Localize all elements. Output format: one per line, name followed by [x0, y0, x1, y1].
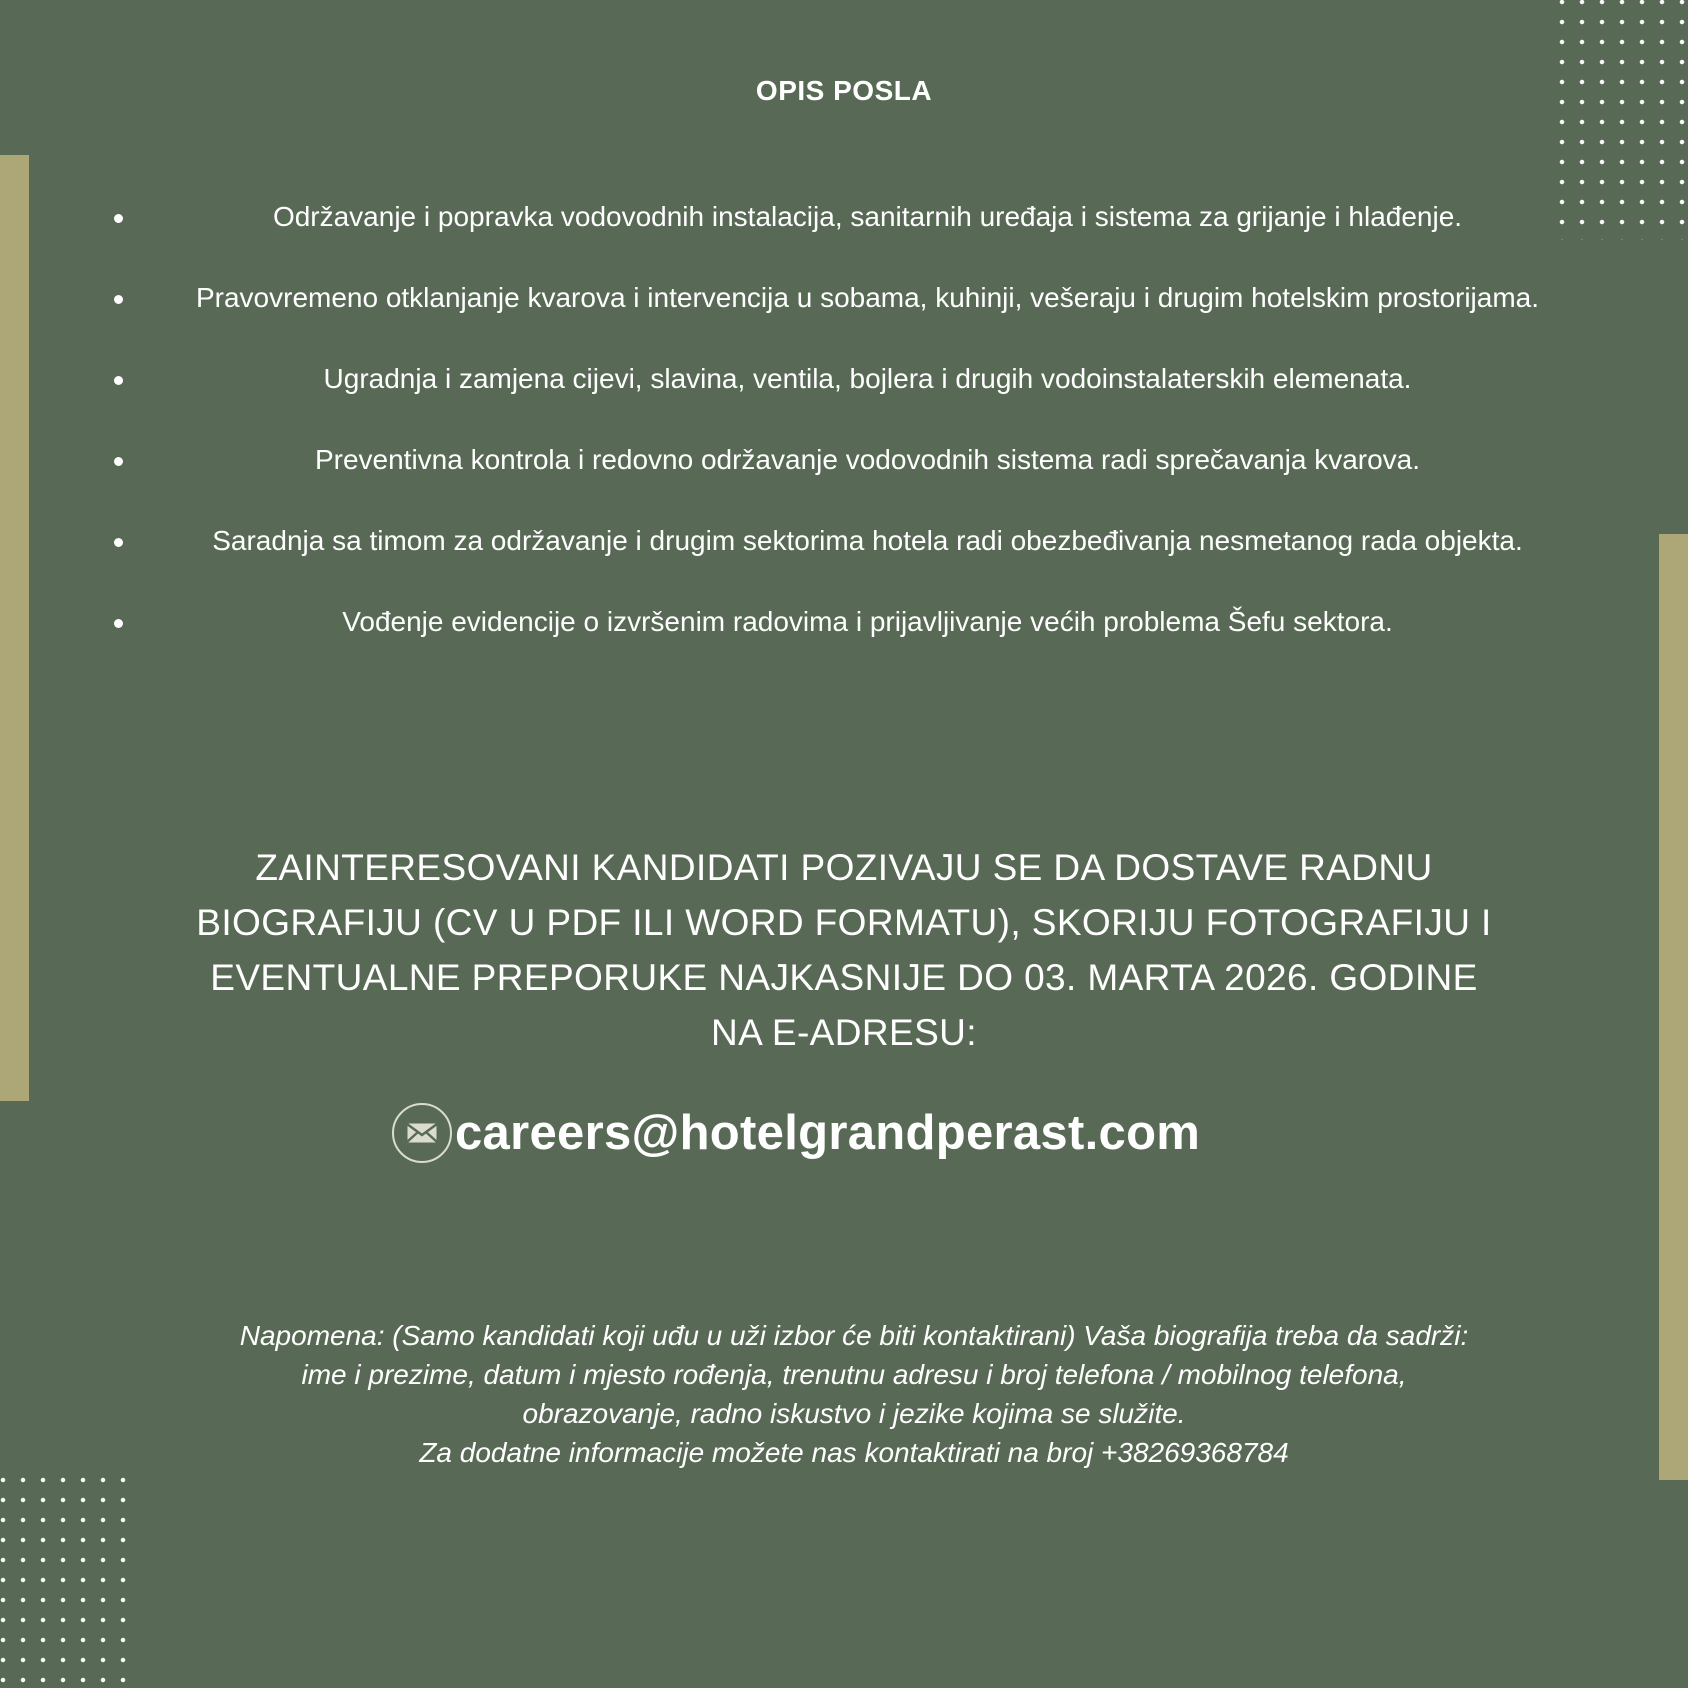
duty-item: Održavanje i popravka vodovodnih instalacija, sanitarnih uređaja i sistema za grijanje i hlađenje.	[110, 196, 1585, 237]
call-to-action-text: ZAINTERESOVANI KANDIDATI POZIVAJU SE DA DOSTAVE RADNU BIOGRAFIJU (CV U PDF ILI WORD FORMATU), SKORIJU FOTOGRAFIJU I EVENTUALNE PREPORUKE NAJKASNIJE DO 03. MARTA 2026. GODINE NA E-ADRESU:	[196, 847, 1492, 1053]
bottom-left-dot-pattern	[0, 1470, 133, 1688]
duty-item: Preventivna kontrola i redovno održavanje vodovodnih sistema radi sprečavanja kvarova.	[110, 439, 1585, 480]
duty-item: Pravovremeno otklanjanje kvarova i intervencija u sobama, kuhinji, vešeraju i drugim hotelskim prostorijama.	[110, 277, 1585, 318]
duty-item: Ugradnja i zamjena cijevi, slavina, ventila, bojlera i drugih vodoinstalaterskih elemenata.	[110, 358, 1585, 399]
duties-list	[110, 196, 1585, 682]
note-line: Za dodatne informacije možete nas kontaktirati na broj +38269368784	[419, 1437, 1289, 1468]
email-link[interactable]: careers@hotelgrandperast.com	[455, 1106, 1201, 1160]
page-title: OPIS POSLA	[755, 74, 933, 106]
right-accent-bar	[1659, 534, 1688, 1480]
note-line: Napomena: (Samo kandidati koji uđu u uži izbor će biti kontaktirani) Vaša biografija treba da sadrži: ime i prezime, datum i mjesto rođenja, trenutnu adresu i broj telefona / mobilnog telefona, obrazovanje, radno iskustvo i jezike kojima se služite.	[239, 1320, 1469, 1429]
duty-item: Saradnja sa timom za održavanje i drugim sektorima hotela radi obezbeđivanja nesmetanog rada objekta.	[110, 520, 1585, 561]
left-accent-bar	[0, 155, 29, 1101]
email-contact	[392, 1098, 1200, 1168]
envelope-icon	[392, 1103, 452, 1163]
duty-item: Vođenje evidencije o izvršenim radovima i prijavljivanje većih problema Šefu sektora.	[110, 601, 1585, 642]
note-text	[220, 1316, 1488, 1472]
